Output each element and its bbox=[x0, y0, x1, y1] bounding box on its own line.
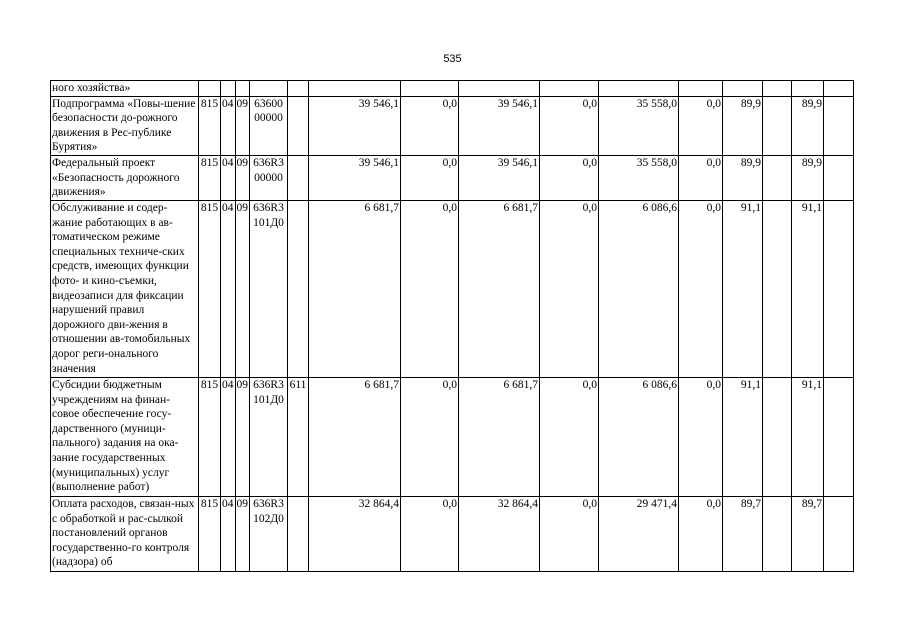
value-cell-7: 89,7 bbox=[723, 496, 763, 571]
empty-cell bbox=[824, 96, 854, 155]
value-cell-6: 0,0 bbox=[679, 496, 723, 571]
value-cell-8: 89,7 bbox=[792, 496, 824, 571]
value-cell-1: 6 681,7 bbox=[309, 200, 401, 377]
pr-cell: 09 bbox=[235, 96, 250, 155]
value-cell-3 bbox=[459, 81, 540, 97]
value-cell-4 bbox=[540, 81, 599, 97]
table-row bbox=[51, 496, 854, 571]
vr-cell bbox=[288, 96, 309, 155]
vr-cell: 611 bbox=[288, 377, 309, 496]
value-cell-6 bbox=[679, 81, 723, 97]
rz-cell: 04 bbox=[221, 200, 236, 377]
value-cell-4: 0,0 bbox=[540, 155, 599, 200]
pr-cell: 09 bbox=[235, 496, 250, 571]
empty-cell bbox=[824, 81, 854, 97]
ved-cell: 815 bbox=[199, 96, 221, 155]
csr-cell: 636R3 00000 bbox=[250, 155, 288, 200]
empty-cell bbox=[763, 496, 792, 571]
value-cell-4: 0,0 bbox=[540, 200, 599, 377]
value-cell-3: 39 546,1 bbox=[459, 155, 540, 200]
value-cell-2: 0,0 bbox=[401, 377, 459, 496]
value-cell-5: 6 086,6 bbox=[599, 200, 679, 377]
value-cell-1 bbox=[309, 81, 401, 97]
empty-cell bbox=[824, 155, 854, 200]
value-cell-6: 0,0 bbox=[679, 200, 723, 377]
value-cell-5: 6 086,6 bbox=[599, 377, 679, 496]
value-cell-6: 0,0 bbox=[679, 155, 723, 200]
rz-cell: 04 bbox=[221, 496, 236, 571]
value-cell-3: 6 681,7 bbox=[459, 377, 540, 496]
value-cell-5: 35 558,0 bbox=[599, 96, 679, 155]
value-cell-6: 0,0 bbox=[679, 96, 723, 155]
csr-cell: 636R3 101Д0 bbox=[250, 377, 288, 496]
value-cell-8: 89,9 bbox=[792, 96, 824, 155]
value-cell-7: 89,9 bbox=[723, 96, 763, 155]
ved-cell bbox=[199, 81, 221, 97]
ved-cell: 815 bbox=[199, 377, 221, 496]
empty-cell bbox=[763, 377, 792, 496]
value-cell-7: 91,1 bbox=[723, 377, 763, 496]
row-name: ного хозяйства» bbox=[51, 81, 199, 97]
ved-cell: 815 bbox=[199, 200, 221, 377]
value-cell-4: 0,0 bbox=[540, 377, 599, 496]
csr-cell bbox=[250, 81, 288, 97]
value-cell-8: 91,1 bbox=[792, 200, 824, 377]
vr-cell bbox=[288, 81, 309, 97]
pr-cell: 09 bbox=[235, 155, 250, 200]
ved-cell: 815 bbox=[199, 155, 221, 200]
value-cell-2: 0,0 bbox=[401, 496, 459, 571]
value-cell-1: 39 546,1 bbox=[309, 155, 401, 200]
value-cell-2 bbox=[401, 81, 459, 97]
vr-cell bbox=[288, 200, 309, 377]
value-cell-7 bbox=[723, 81, 763, 97]
empty-cell bbox=[763, 200, 792, 377]
value-cell-7: 89,9 bbox=[723, 155, 763, 200]
value-cell-4: 0,0 bbox=[540, 96, 599, 155]
table-row bbox=[51, 377, 854, 496]
empty-cell bbox=[763, 81, 792, 97]
empty-cell bbox=[763, 96, 792, 155]
value-cell-6: 0,0 bbox=[679, 377, 723, 496]
csr-cell: 636R3 101Д0 bbox=[250, 200, 288, 377]
csr-cell: 636R3 102Д0 bbox=[250, 496, 288, 571]
vr-cell bbox=[288, 496, 309, 571]
budget-table bbox=[50, 80, 854, 572]
value-cell-1: 39 546,1 bbox=[309, 96, 401, 155]
table-row bbox=[51, 96, 854, 155]
pr-cell bbox=[235, 81, 250, 97]
table-row bbox=[51, 200, 854, 377]
row-name: Федеральный проект «Безопасность дорожного движения» bbox=[51, 155, 199, 200]
value-cell-5 bbox=[599, 81, 679, 97]
rz-cell: 04 bbox=[221, 155, 236, 200]
table-row bbox=[51, 81, 854, 97]
table-row bbox=[51, 155, 854, 200]
ved-cell: 815 bbox=[199, 496, 221, 571]
row-name: Субсидии бюджетным учреждениям на финан-совое обеспечение госу-дарственного (муници-пального) задания на ока-зание государственных (муниципальных) услуг (выполнение работ) bbox=[51, 377, 199, 496]
value-cell-3: 39 546,1 bbox=[459, 96, 540, 155]
value-cell-7: 91,1 bbox=[723, 200, 763, 377]
empty-cell bbox=[824, 496, 854, 571]
value-cell-3: 6 681,7 bbox=[459, 200, 540, 377]
row-name: Подпрограмма «Повы-шение безопасности до-рожного движения в Рес-публике Бурятия» bbox=[51, 96, 199, 155]
value-cell-1: 32 864,4 bbox=[309, 496, 401, 571]
pr-cell: 09 bbox=[235, 377, 250, 496]
csr-cell: 63600 00000 bbox=[250, 96, 288, 155]
row-name: Оплата расходов, связан-ных с обработкой и рас-сылкой постановлений органов государственно-го контроля (надзора) об bbox=[51, 496, 199, 571]
value-cell-4: 0,0 bbox=[540, 496, 599, 571]
rz-cell: 04 bbox=[221, 377, 236, 496]
rz-cell: 04 bbox=[221, 96, 236, 155]
value-cell-5: 35 558,0 bbox=[599, 155, 679, 200]
vr-cell bbox=[288, 155, 309, 200]
pr-cell: 09 bbox=[235, 200, 250, 377]
value-cell-2: 0,0 bbox=[401, 200, 459, 377]
value-cell-3: 32 864,4 bbox=[459, 496, 540, 571]
value-cell-2: 0,0 bbox=[401, 96, 459, 155]
value-cell-8 bbox=[792, 81, 824, 97]
row-name: Обслуживание и содер-жание работающих в ав-томатическом режиме специальных техниче-ских средств, имеющих функции фото- и кино-съемки, видеозаписи для фиксации нарушений правил дорожного дви-жения в отношении ав-томобильных дорог реги-онального значения bbox=[51, 200, 199, 377]
value-cell-5: 29 471,4 bbox=[599, 496, 679, 571]
value-cell-8: 89,9 bbox=[792, 155, 824, 200]
value-cell-8: 91,1 bbox=[792, 377, 824, 496]
empty-cell bbox=[763, 155, 792, 200]
rz-cell bbox=[221, 81, 236, 97]
value-cell-1: 6 681,7 bbox=[309, 377, 401, 496]
value-cell-2: 0,0 bbox=[401, 155, 459, 200]
page-number: 535 bbox=[443, 53, 462, 65]
empty-cell bbox=[824, 377, 854, 496]
empty-cell bbox=[824, 200, 854, 377]
